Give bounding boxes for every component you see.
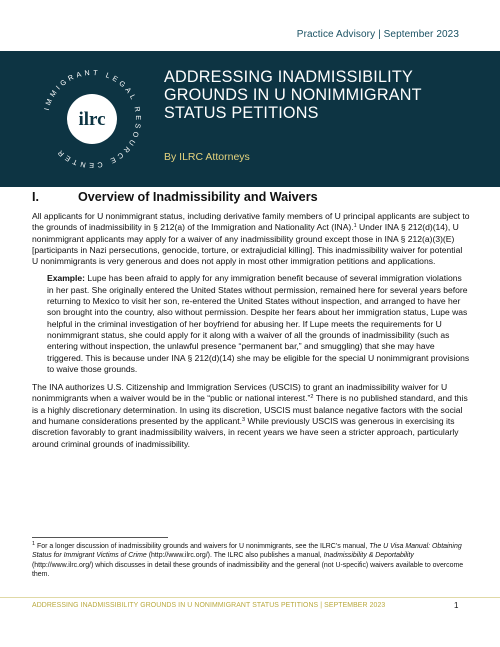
manual-title-u-visa: The U Visa Manual: Obtaining Status for Immigrant Victims of Crime bbox=[32, 543, 462, 560]
title-banner bbox=[0, 51, 500, 187]
logo-ring-text: IMMIGRANT LEGAL RESOURCE CENTER bbox=[41, 67, 144, 171]
document-title: ADDRESSING INADMISSIBILITY GROUNDS IN U NONIMMIGRANT STATUS PETITIONS bbox=[164, 68, 422, 122]
footnote-divider bbox=[32, 537, 168, 538]
intro-paragraph: All applicants for U nonimmigrant status, including derivative family members of U principal applicants are subject to the grounds of inadmissibility in § 212(a) of the Immigration and Nationality Act (INA).$^1$ Under INA § 212(d)(14), U nonimmigrant applicants may apply for a waiver of any inadmissibility ground except those in INA § 212(a)(3)(E) [participants in Nazi persecutions, genocide, torture, or extrajudicial killing]. This inadmissibility waiver for potential U nonimmigrants is very generous and does not apply in most other immigration petitions and applications. bbox=[32, 211, 470, 267]
footnote-ref-3[interactable]: 3 bbox=[242, 417, 246, 424]
main-content bbox=[32, 190, 470, 450]
byline: By ILRC Attorneys bbox=[164, 151, 250, 163]
footnote-1: $^1$ For a longer discussion of inadmissibility grounds and waivers for U nonimmigrants, see the ILRC’s manual, The U Visa Manual: Obtaining Status for Immigrant Victims of Crime (http://www.ilrc.org/). The ILRC also publishes a manual, Inadmissibility & Deportability (http://www.ilrc.org/) which discusses in detail these grounds of inadmissibility and the general (not U-specific) waivers available to overcome them. bbox=[32, 541, 464, 578]
footer-divider bbox=[0, 597, 500, 598]
section-number: I. bbox=[32, 190, 39, 204]
logo-wordmark: ilrc bbox=[78, 109, 106, 130]
document-type-label: Practice Advisory | September 2023 bbox=[296, 29, 459, 40]
example-paragraph: Example: Lupe has been afraid to apply for any immigration benefit because of several immigration violations in her past. She originally entered the United States without permission, remained here for several years before returning to Mexico to visit her son, re-entered the United States without inspection, and arranged to have her son brought into the country, also without permission. Despite her fears about her immigration status, Lupe was helpful in the criminal investigation of her boyfriend for abusing her. If Lupe meets the requirements for U nonimmigrant status, she could apply for it along with a waiver of all the grounds of inadmissibility (such as entering without inspection, the unlawful presence “permanent bar,” and smuggling) that she may have triggered. This is because under INA § 212(d)(14) she may be eligible for the special U nonimmigrant provisions to waive those grounds. bbox=[47, 273, 470, 374]
section-title: Overview of Inadmissibility and Waivers bbox=[78, 190, 318, 204]
waiver-paragraph: The INA authorizes U.S. Citizenship and Immigration Services (USCIS) to grant an inadmissibility waiver for U nonimmigrants when a waiver would be in the “public or national interest.”$^2$ There is no published standard, and this is a highly discretionary determination. In using its discretion, USCIS must balance negative factors with the social and humane considerations presented by the applicant.$^3$ While previously USCIS was generous in exercising its discretion favorably to grant inadmissibility waivers, in recent years we have seen a stricter approach, particularly around criminal grounds of inadmissibility. bbox=[32, 382, 468, 449]
section-heading bbox=[32, 190, 470, 204]
example-lead: Example: bbox=[47, 273, 86, 284]
manual-title-inadmissibility: Inadmissibility & Deportability bbox=[323, 552, 414, 560]
footnote-ref-2[interactable]: 2 bbox=[310, 394, 314, 401]
ilrc-logo bbox=[34, 61, 150, 177]
footer-title: ADDRESSING INADMISSIBILITY GROUNDS IN U NONIMMIGRANT STATUS PETITIONS | SEPTEMBER 2023 bbox=[32, 602, 386, 609]
page-number: 1 bbox=[454, 601, 459, 610]
footnote-ref-1[interactable]: 1 bbox=[353, 223, 357, 230]
